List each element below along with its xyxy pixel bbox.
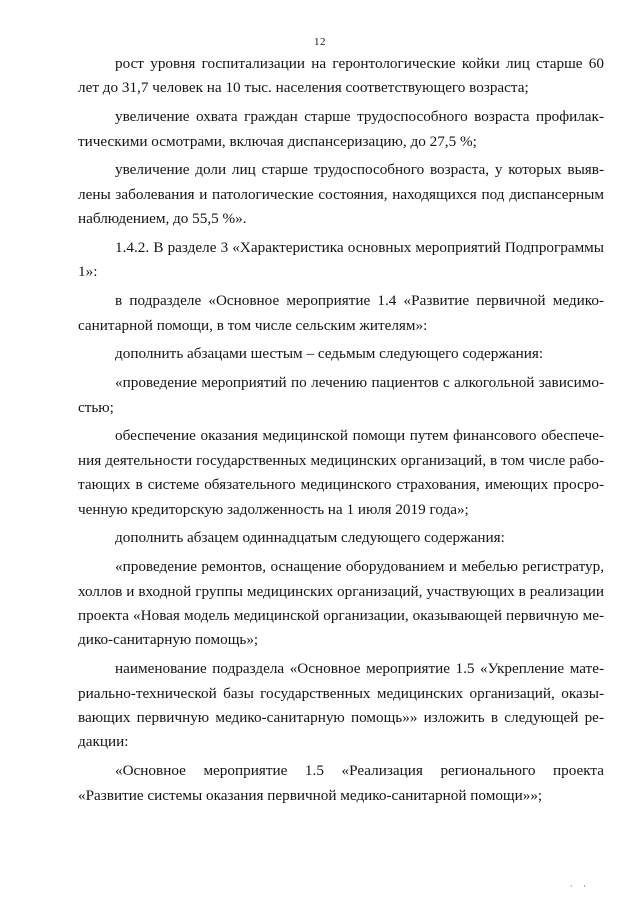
paragraph-section-3-heading: 1.4.2. В разделе 3 «Характеристика основных мероприятий Подпрограммы 1»: — [78, 239, 604, 281]
paragraph-alcohol-treatment: «проведение мероприятий по лечению пациентов с алкогольной зависимостью; — [78, 374, 604, 416]
paragraph-add-paragraph-11: дополнить абзацем одиннадцатым следующего содержания: — [115, 529, 505, 547]
paragraph-subsection-1-5-rename: наименование подраздела «Основное мероприятие 1.5 «Укрепление материально-технической базы государственных медицинских организаций, оказывающих первичную медико-санитарную помощь»» изложить в следующей редакции: — [78, 660, 604, 751]
paragraph-hospitalization-growth: рост уровня госпитализации на геронтологические койки лиц старше 60 лет до 31,7 человек на 10 тыс. населения соответствующего возраста; — [78, 55, 604, 97]
paragraph-renovation: «проведение ремонтов, оснащение оборудованием и мебелью регистратур, холлов и входной группы медицинских организаций, участвующих в реализации проекта «Новая модель медицинской организации, оказывающей первичную медико-санитарную помощь»; — [78, 558, 604, 649]
page-number: 12 — [314, 36, 326, 48]
document-body — [78, 52, 604, 812]
paragraph-subsection-1-5-new-title: «Основное мероприятие 1.5 «Реализация регионального проекта «Развитие системы оказания первичной медико-санитарной помощи»»; — [78, 762, 604, 804]
paragraph-subsection-1-4: в подразделе «Основное мероприятие 1.4 «Развитие первичной медико-санитарной помощи, в том числе сельским жителям»: — [78, 292, 604, 334]
paragraph-dispensary-share: увеличение доли лиц старше трудоспособного возраста, у которых выявлены заболевания и патологические состояния, находящихся под диспансерным наблюдением, до 55,5 %». — [78, 161, 604, 228]
paragraph-financial-support: обеспечение оказания медицинской помощи путем финансового обеспечения деятельности государственных медицинских организаций, в том числе работающих в системе обязательного медицинского страхования, имеющих просроченную кредиторскую задолженность на 1 июля 2019 года»; — [78, 427, 604, 518]
corner-mark: · · — [569, 881, 590, 891]
paragraph-add-paragraphs-6-7: дополнить абзацами шестым – седьмым следующего содержания: — [115, 345, 544, 363]
paragraph-checkup-coverage: увеличение охвата граждан старше трудоспособного возраста профилактическими осмотрами, включая диспансеризацию, до 27,5 %; — [78, 108, 604, 150]
